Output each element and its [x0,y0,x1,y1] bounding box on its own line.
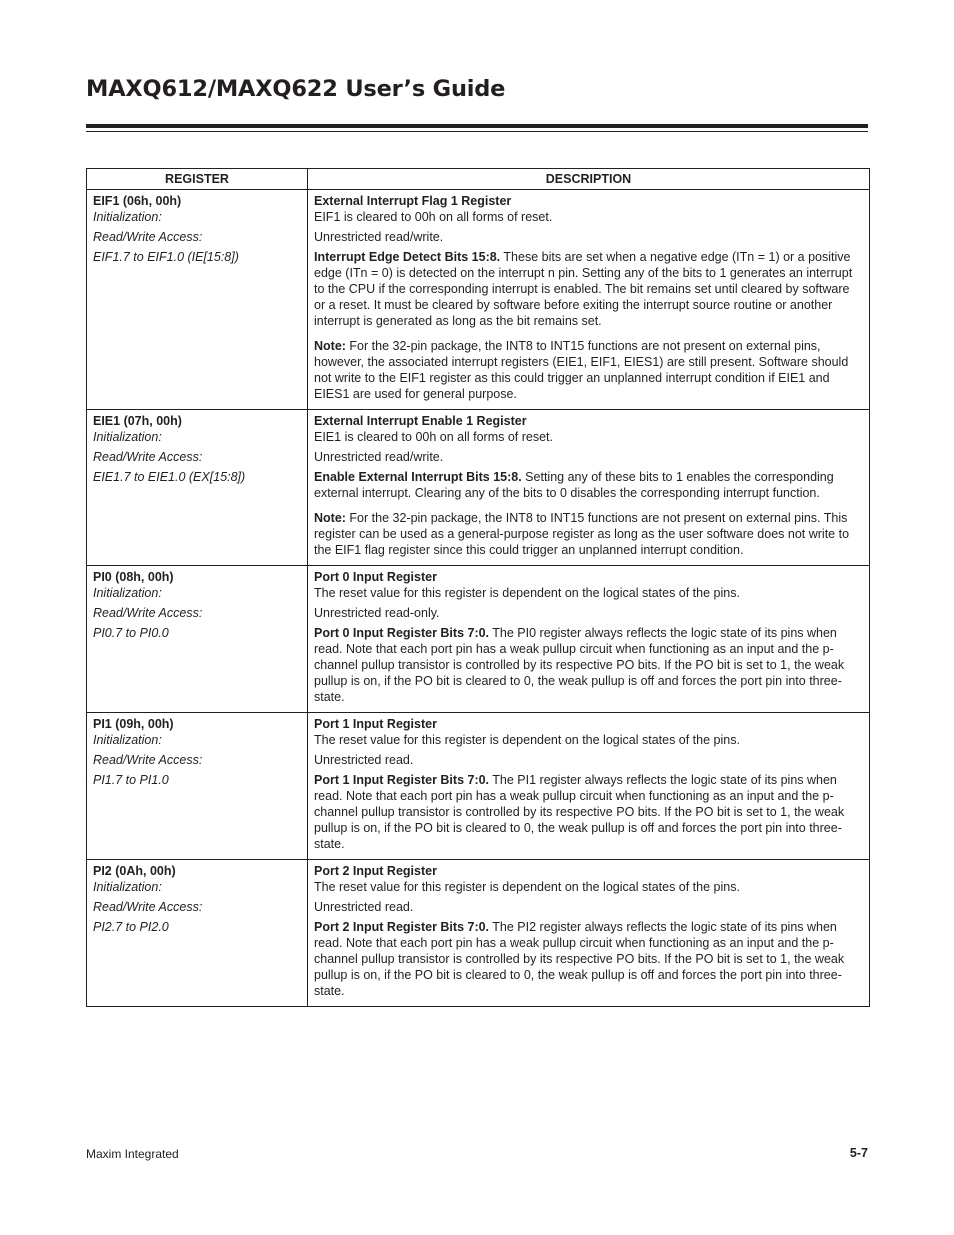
read-write-access-value: Unrestricted read-only. [314,606,440,620]
bits-description [314,469,863,501]
register-description-title: External Interrupt Flag 1 Register [314,194,512,208]
note-text: For the 32-pin package, the INT8 to INT15 functions are not present on external pins, however, the associated interrupt registers (EIE1, EIF1, EIES1) are still present. Software should not write to the EIF1 register as this could trigger an unplanned interrupt condition if EIE1 and EIES1 are used for general purpose. [314,339,849,401]
table-row [87,860,870,1007]
description-column-header: DESCRIPTION [308,169,870,190]
register-cell [87,190,308,410]
register-description-title: Port 0 Input Register [314,570,437,584]
register-cell [87,860,308,1007]
register-table [86,168,870,1007]
read-write-access-label: Read/Write Access: [93,230,203,244]
table-header-row [87,169,870,190]
read-write-access-label: Read/Write Access: [93,606,203,620]
read-write-access-label: Read/Write Access: [93,900,203,914]
register-cell [87,713,308,860]
bits-description-title: Interrupt Edge Detect Bits 15:8. [314,250,501,264]
initialization-value: EIF1 is cleared to 00h on all forms of reset. [314,210,553,224]
register-description-title: External Interrupt Enable 1 Register [314,414,527,428]
table-row [87,410,870,566]
note-label: Note: [314,511,346,525]
register-cell [87,566,308,713]
header-rule-thick [86,124,868,128]
bits-description [314,625,863,705]
bits-description-text: Setting any of these bits to 1 enables the corresponding external interrupt. Clearing any of the bits to 0 disables the corresponding interrupt function. [314,470,834,500]
bits-label: PI2.7 to PI2.0 [93,920,169,934]
footer-page-number: 5-7 [849,1146,868,1160]
initialization-value: The reset value for this register is dependent on the logical states of the pins. [314,586,740,600]
read-write-access-label: Read/Write Access: [93,450,203,464]
note-paragraph [314,338,863,402]
register-name: EIF1 (06h, 00h) [93,194,182,208]
initialization-label: Initialization: [93,733,162,747]
footer-company: Maxim Integrated [86,1147,179,1161]
bits-label: PI0.7 to PI0.0 [93,626,169,640]
bits-description-title: Enable External Interrupt Bits 15:8. [314,470,522,484]
table-row [87,566,870,713]
bits-label: PI1.7 to PI1.0 [93,773,169,787]
table-row [87,713,870,860]
description-cell [308,566,870,713]
initialization-label: Initialization: [93,210,162,224]
initialization-label: Initialization: [93,880,162,894]
table-row [87,190,870,410]
read-write-access-label: Read/Write Access: [93,753,203,767]
register-name: PI2 (0Ah, 00h) [93,864,176,878]
bits-description [314,772,863,852]
register-description-title: Port 1 Input Register [314,717,437,731]
note-label: Note: [314,339,346,353]
description-cell [308,860,870,1007]
register-column-header: REGISTER [87,169,308,190]
bits-description-text: The PI0 register always reflects the logic state of its pins when read. Note that each port pin has a weak pullup circuit when functioning as an input and the p-channel pullup transistor is controlled by its respective PO bits. If the PO bit is set to 1, the weak pullup is on, if the PO bit is cleared to 0, the weak pullup is off and forces the port pin into three-state. [314,626,845,704]
register-description-title: Port 2 Input Register [314,864,437,878]
header-rule-thin [86,131,868,132]
bits-label: EIE1.7 to EIE1.0 (EX[15:8]) [93,470,246,484]
register-cell [87,410,308,566]
initialization-label: Initialization: [93,430,162,444]
read-write-access-value: Unrestricted read/write. [314,450,444,464]
bits-description-text: The PI1 register always reflects the logic state of its pins when read. Note that each port pin has a weak pullup circuit when functioning as an input and the p-channel pullup transistor is controlled by its respective PO bits. If the PO bit is set to 1, the weak pullup is on, if the PO bit is cleared to 0, the weak pullup is off and forces the port pin into three-state. [314,773,845,851]
initialization-label: Initialization: [93,586,162,600]
bits-label: EIF1.7 to EIF1.0 (IE[15:8]) [93,250,239,264]
initialization-value: EIE1 is cleared to 00h on all forms of reset. [314,430,554,444]
register-name: EIE1 (07h, 00h) [93,414,182,428]
bits-description-title: Port 2 Input Register Bits 7:0. [314,920,490,934]
description-cell [308,410,870,566]
note-paragraph [314,510,863,558]
initialization-value: The reset value for this register is dependent on the logical states of the pins. [314,880,740,894]
read-write-access-value: Unrestricted read. [314,900,414,914]
bits-description-text: The PI2 register always reflects the logic state of its pins when read. Note that each port pin has a weak pullup circuit when functioning as an input and the p-channel pullup transistor is controlled by its respective PO bits. If the PO bit is set to 1, the weak pullup is on, if the PO bit is cleared to 0, the weak pullup is off and forces the port pin into three-state. [314,920,845,998]
bits-description [314,919,863,999]
read-write-access-value: Unrestricted read. [314,753,414,767]
register-name: PI1 (09h, 00h) [93,717,174,731]
bits-description-title: Port 1 Input Register Bits 7:0. [314,773,490,787]
register-name: PI0 (08h, 00h) [93,570,174,584]
bits-description-title: Port 0 Input Register Bits 7:0. [314,626,490,640]
note-text: For the 32-pin package, the INT8 to INT15 functions are not present on external pins. This register can be used as a general-purpose register as long as the user software does not write to the EIF1 flag register since this could trigger an unplanned interrupt condition. [314,511,850,557]
initialization-value: The reset value for this register is dependent on the logical states of the pins. [314,733,740,747]
bits-description-text: These bits are set when a negative edge (ITn = 1) or a positive edge (ITn = 0) is detected on the interrupt n pin. Setting any of the bits to 1 generates an interrupt to the CPU if the corresponding interrupt is enabled. The bit remains set until cleared by software or a reset. It must be cleared by software before exiting the interrupt source routine or another interrupt is generated as long as the bit remains set. [314,250,853,328]
bits-description [314,249,863,329]
read-write-access-value: Unrestricted read/write. [314,230,444,244]
description-cell [308,190,870,410]
description-cell [308,713,870,860]
page-title: MAXQ612/MAXQ622 User’s Guide [86,76,506,102]
